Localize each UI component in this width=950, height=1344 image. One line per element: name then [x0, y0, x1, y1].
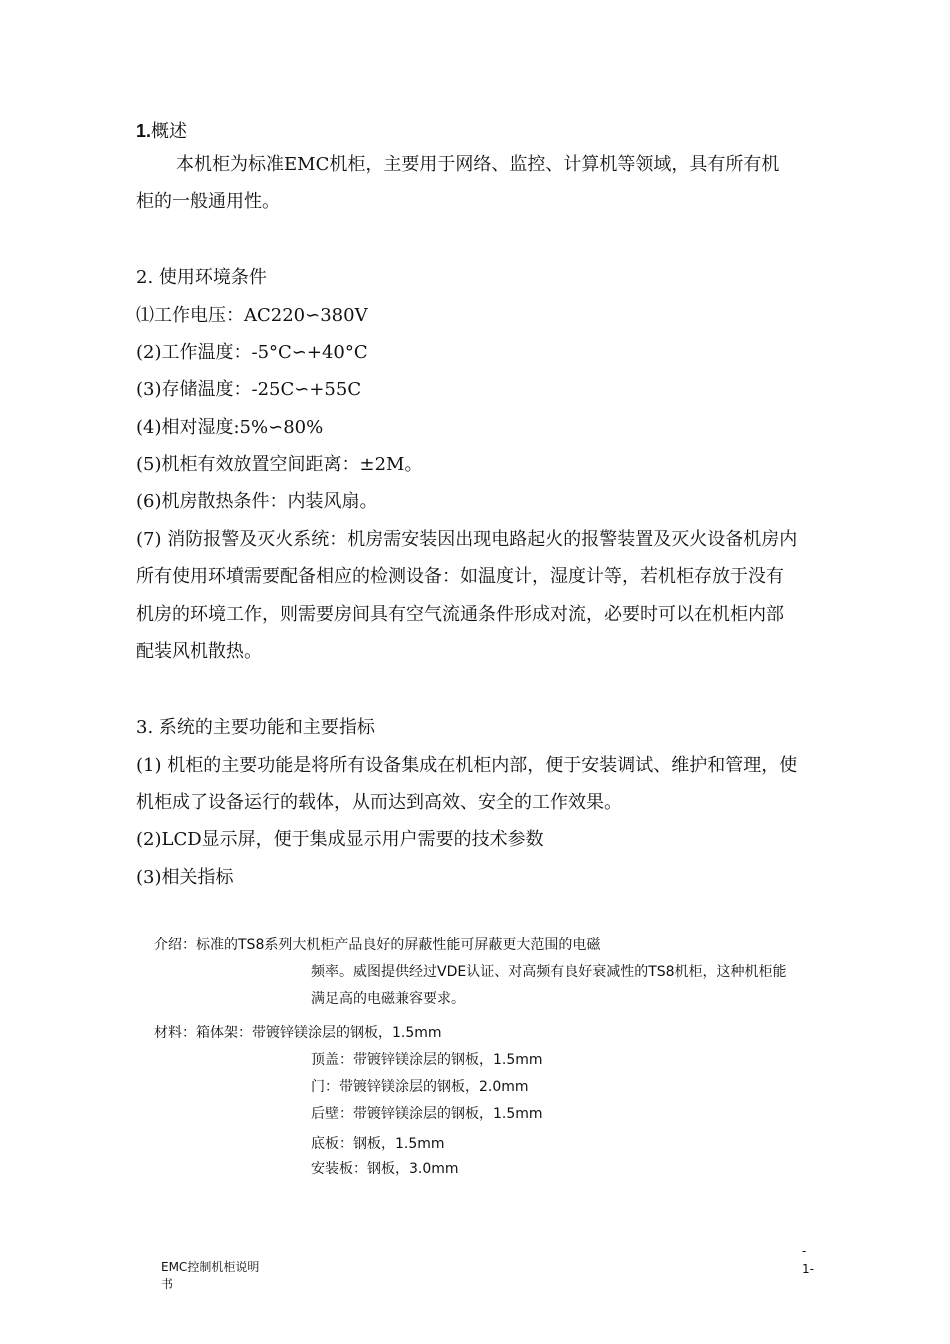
material-item: 后壁：带镀锌镁涂层的钢板，1.5mm [311, 1106, 543, 1122]
section1-paragraph-line1: 本机柜为标准EMC机柜，主要用于网络、监控、计算机等领域，具有所有机 [176, 154, 780, 175]
footer-page-dash: - [802, 1244, 807, 1258]
material-item: 顶盖：带镀锌镁涂层的钢板，1.5mm [311, 1052, 543, 1068]
section3-item: (2)LCD显示屏，便于集成显示用户需要的技术参数 [136, 829, 544, 850]
material-item: 门：带镀锌镁涂层的钢板，2.0mm [311, 1079, 529, 1095]
section1-number: 1. [136, 121, 152, 141]
intro-text-line2: 频率。威图提供经过VDE认证、对高频有良好衰减性的TS8机柜，这种机柜能 [311, 964, 787, 980]
section3-item: 机柜成了设备运行的载体，从而达到高效、安全的工作效果。 [136, 792, 622, 813]
section2-item: (2)工作温度：-5°C∽+40°C [136, 342, 368, 363]
section2-item: 所有使用环墳需要配备相应的检测设备：如温度计，湿度计等，若机柜存放于没有 [136, 566, 784, 587]
material-item: 箱体架：带镀锌镁涂层的钢板，1.5mm [196, 1025, 442, 1041]
section3-title: 3. 系统的主要功能和主要指标 [136, 717, 375, 738]
section2-title: 2. 使用环境条件 [136, 267, 267, 288]
section2-item: (6)机房散热条件：内装风扇。 [136, 491, 378, 512]
section2-item: ⑴工作电压：AC220∽380V [136, 305, 368, 326]
section1-paragraph-line2: 柜的一般通用性。 [136, 191, 280, 212]
material-row [154, 1023, 442, 1043]
intro-text-line1: 标准的TS8系列大机柜产品良好的屏蔽性能可屏蔽更大范围的电磁 [196, 937, 601, 953]
material-item: 安装板：钢板，3.0mm [311, 1161, 459, 1177]
section3-item: (1) 机柜的主要功能是将所有设备集成在机柜内部，便于安装调试、维护和管理，使 [136, 755, 798, 776]
section2-item: (5)机柜有效放置空间距离：±2M。 [136, 454, 423, 475]
section2-item: 配装风机散热。 [136, 641, 262, 662]
material-label: 材料： [154, 1025, 196, 1041]
section2-item: (3)存储温度：-25C∽+55C [136, 379, 362, 400]
footer-page-number: 1- [802, 1262, 814, 1276]
intro-label: 介绍： [154, 937, 196, 953]
intro-row [154, 935, 600, 955]
section3-item: (3)相关指标 [136, 867, 234, 888]
section2-item: (7) 消防报警及灭火系统：机房需安装因出现电路起火的报警装置及灭火设备机房内 [136, 529, 798, 550]
intro-text-line3: 满足高的电磁兼容要求。 [311, 991, 465, 1007]
section1-title: 概述 [151, 121, 188, 142]
section2-item: 机房的环境工作，则需要房间具有空气流通条件形成对流，必要时可以在机柜内部 [136, 604, 784, 625]
material-item: 底板：钢板，1.5mm [311, 1136, 445, 1152]
section2-item: (4)相对湿度:5%∽80% [136, 417, 324, 438]
footer-title-line2: 书 [161, 1277, 174, 1291]
footer-title-line1: EMC控制机柜说明 [161, 1260, 260, 1274]
section1-heading [136, 119, 187, 144]
